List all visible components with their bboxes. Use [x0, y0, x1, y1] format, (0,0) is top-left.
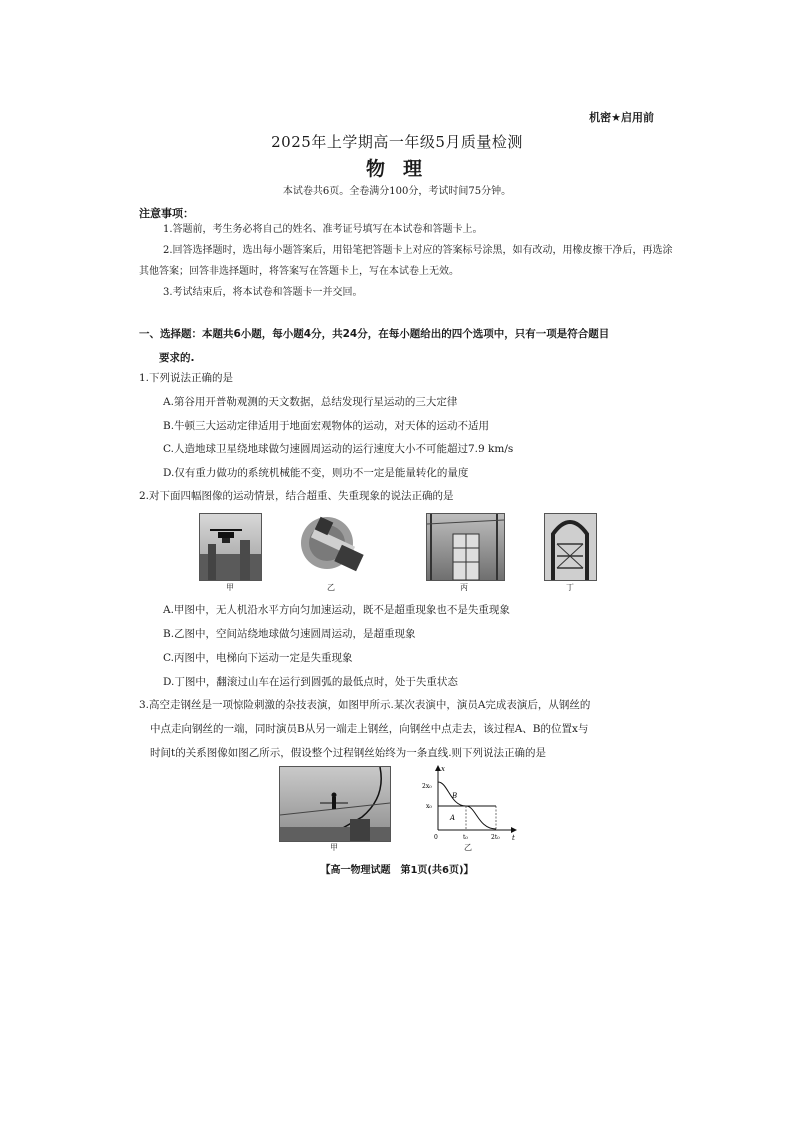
- caption-ding: 丁: [566, 583, 574, 592]
- q2-option-d: D.丁图中，翻滚过山车在运行到圆弧的最低点时，处于失重状态: [163, 676, 458, 688]
- x-axis-label: x: [441, 765, 445, 773]
- x-t-graph: [420, 762, 520, 846]
- question-2-stem: 2.对下面四幅图像的运动情景，结合超重、失重现象的说法正确的是: [139, 490, 454, 502]
- caption-jia: 甲: [226, 583, 234, 592]
- space-station-icon: [297, 513, 365, 579]
- caption-bing: 丙: [460, 583, 468, 592]
- q2-option-b: B.乙图中，空间站绕地球做匀速圆周运动，是超重现象: [163, 628, 416, 640]
- q1-option-d: D.仅有重力做功的系统机械能不变，则功不一定是能量转化的量度: [163, 467, 469, 479]
- q1-option-a: A.第谷用开普勒观测的天文数据，总结发现行星运动的三大定律: [163, 396, 458, 408]
- page-footer: 【高一物理试题 第1页(共6页)】: [320, 865, 474, 876]
- elevator-photo: [426, 513, 505, 581]
- tightrope-icon: [280, 767, 390, 841]
- subject-title: 物理: [365, 158, 440, 180]
- section-line: 一、选择题：本题共6小题，每小题4分，共24分，在每小题给出的四个选项中，只有一项是符合题目: [139, 328, 610, 340]
- exam-info: 本试卷共6页。全卷满分100分，考试时间75分钟。: [282, 186, 512, 197]
- space-station-photo: [297, 513, 365, 579]
- note-item: 2.回答选择题时，选出每小题答案后，用铅笔把答题卡上对应的答案标号涂黑，如有改动，用橡皮擦干净后，再选涂其他答案；回答非选择题时，将答案写在答题卡上，写在本试卷上无效。: [139, 245, 673, 277]
- question-3-stem-line: 中点走向钢丝的一端，同时演员B从另一端走上钢丝，向钢丝中点走去，该过程A、B的位置x与: [150, 723, 589, 735]
- y-tick-x0: x₀: [426, 803, 432, 810]
- roller-coaster-photo: [544, 513, 597, 581]
- x-tick-0: 0: [434, 834, 438, 841]
- x-tick-t0: t₀: [463, 834, 468, 841]
- tightrope-photo: [279, 766, 391, 842]
- section-heading: [139, 322, 679, 370]
- q2-option-a: A.甲图中，无人机沿水平方向匀加速运动，既不是超重现象也不是失重现象: [163, 604, 510, 616]
- q2-option-c: C.丙图中，电梯向下运动一定是失重现象: [163, 652, 353, 664]
- question-3-stem-line: 3.高空走钢丝是一项惊险刺激的杂技表演，如图甲所示.某次表演中，演员A完成表演后，从钢丝的: [139, 699, 591, 711]
- exam-title: 2025年上学期高一年级5月质量检测: [271, 133, 523, 151]
- q1-option-c: C.人造地球卫星绕地球做匀速圆周运动的运行速度大小不可能超过7.9 km/s: [163, 443, 514, 455]
- x-tick-2t0: 2t₀: [491, 834, 500, 841]
- caption-yi: 乙: [327, 583, 335, 592]
- question-3-stem-line: 时间t的关系图像如图乙所示，假设整个过程钢丝始终为一条直线.则下列说法正确的是: [150, 747, 547, 759]
- drone-icon: [200, 514, 261, 580]
- curve-label-b: B: [452, 792, 458, 800]
- caption-yi-3: 乙: [464, 843, 472, 852]
- y-tick-2x0: 2x₀: [422, 783, 432, 790]
- t-axis-label: t: [512, 834, 515, 842]
- notes-heading: 注意事项：: [139, 207, 194, 220]
- caption-jia-3: 甲: [330, 843, 338, 852]
- curve-a: [438, 806, 496, 829]
- note-item: 1.答题前，考生务必将自己的姓名、准考证号填写在本试卷和答题卡上。: [163, 224, 483, 235]
- drone-photo: [199, 513, 262, 581]
- section-line: 要求的.: [159, 352, 195, 364]
- q1-option-b: B.牛顿三大运动定律适用于地面宏观物体的运动，对天体的运动不适用: [163, 420, 490, 432]
- confidential-mark: 机密★启用前: [589, 111, 654, 124]
- note-item: 3.考试结束后，将本试卷和答题卡一并交回。: [163, 287, 363, 298]
- question-1-stem: 1.下列说法正确的是: [139, 372, 234, 384]
- roller-coaster-icon: [545, 514, 596, 580]
- curve-label-a: A: [450, 814, 456, 822]
- curve-b: [438, 782, 496, 806]
- elevator-icon: [427, 514, 504, 580]
